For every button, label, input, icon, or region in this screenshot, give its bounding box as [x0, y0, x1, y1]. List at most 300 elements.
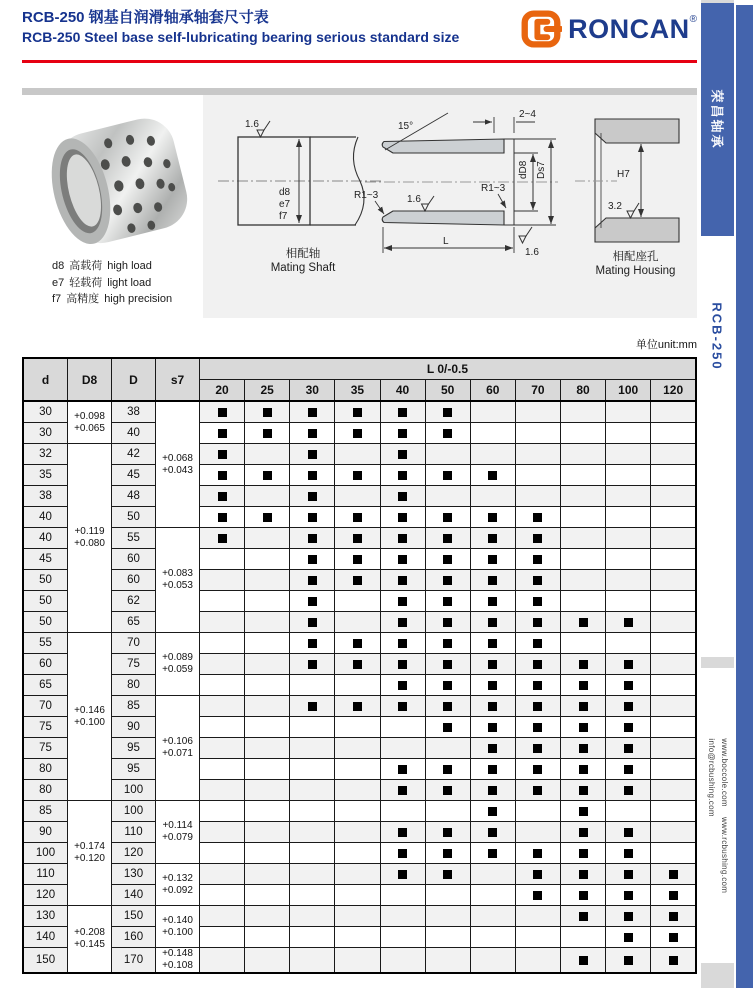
website-line2: info@rcbushing.com — [707, 738, 717, 817]
availability-square — [218, 471, 227, 480]
d-cell: 60 — [23, 654, 68, 675]
d-cell: 130 — [23, 906, 68, 927]
table-row — [23, 822, 696, 843]
page-titles — [22, 8, 459, 47]
length-cell-35 — [335, 759, 380, 780]
l-size-header-120: 120 — [651, 380, 696, 402]
section-top-bar — [22, 88, 697, 95]
l-size-header-30: 30 — [290, 380, 335, 402]
table-row — [23, 906, 696, 927]
availability-square — [263, 408, 272, 417]
length-cell-70 — [515, 528, 560, 549]
legend-line-e7: e7 轻载荷 light load — [52, 276, 152, 289]
d-cell: 50 — [23, 612, 68, 633]
length-cell-100 — [606, 570, 651, 591]
length-cell-60 — [470, 927, 515, 948]
availability-square — [308, 660, 317, 669]
availability-square — [624, 956, 633, 965]
length-cell-120 — [651, 570, 696, 591]
D-cell: 70 — [112, 633, 156, 654]
length-cell-100 — [606, 612, 651, 633]
length-cell-60 — [470, 780, 515, 801]
availability-square — [624, 849, 633, 858]
length-cell-30 — [290, 885, 335, 906]
availability-square — [443, 828, 452, 837]
sidebar-tab-websites — [701, 668, 734, 963]
length-cell-40 — [380, 927, 425, 948]
length-cell-20 — [200, 948, 245, 974]
bearing-photo — [34, 105, 194, 255]
length-cell-120 — [651, 423, 696, 444]
d-cell: 55 — [23, 633, 68, 654]
length-cell-80 — [561, 612, 606, 633]
length-cell-35 — [335, 465, 380, 486]
availability-square — [488, 828, 497, 837]
length-cell-20 — [200, 444, 245, 465]
length-cell-25 — [245, 885, 290, 906]
length-cell-80 — [561, 549, 606, 570]
length-cell-40 — [380, 822, 425, 843]
length-cell-35 — [335, 906, 380, 927]
D-cell: 48 — [112, 486, 156, 507]
table-row — [23, 423, 696, 444]
availability-square — [308, 513, 317, 522]
length-cell-35 — [335, 927, 380, 948]
length-cell-25 — [245, 507, 290, 528]
l-span-header: L 0/-0.5 — [200, 358, 697, 380]
length-cell-70 — [515, 717, 560, 738]
length-cell-30 — [290, 507, 335, 528]
length-cell-35 — [335, 864, 380, 885]
length-cell-70 — [515, 570, 560, 591]
length-cell-60 — [470, 591, 515, 612]
tolerance-line: +0.114 — [162, 820, 193, 831]
availability-square — [579, 702, 588, 711]
length-cell-60 — [470, 423, 515, 444]
length-cell-25 — [245, 465, 290, 486]
length-cell-70 — [515, 759, 560, 780]
length-cell-40 — [380, 486, 425, 507]
availability-square — [533, 744, 542, 753]
d-cell: 50 — [23, 591, 68, 612]
length-cell-40 — [380, 591, 425, 612]
s7-tolerance-cell — [156, 906, 200, 948]
availability-square — [624, 912, 633, 921]
availability-square — [218, 492, 227, 501]
availability-square — [579, 912, 588, 921]
availability-square — [488, 702, 497, 711]
length-cell-120 — [651, 822, 696, 843]
length-cell-100 — [606, 948, 651, 974]
red-divider — [22, 60, 697, 63]
length-cell-40 — [380, 570, 425, 591]
length-cell-50 — [425, 738, 470, 759]
length-cell-120 — [651, 528, 696, 549]
availability-square — [443, 618, 452, 627]
D-cell: 95 — [112, 738, 156, 759]
length-cell-25 — [245, 486, 290, 507]
length-cell-25 — [245, 948, 290, 974]
length-cell-20 — [200, 822, 245, 843]
l-size-header-35: 35 — [335, 380, 380, 402]
length-cell-50 — [425, 843, 470, 864]
length-cell-30 — [290, 843, 335, 864]
length-cell-100 — [606, 591, 651, 612]
length-cell-70 — [515, 885, 560, 906]
length-cell-20 — [200, 738, 245, 759]
length-cell-40 — [380, 906, 425, 927]
length-cell-30 — [290, 549, 335, 570]
length-cell-20 — [200, 654, 245, 675]
length-cell-60 — [470, 885, 515, 906]
length-cell-35 — [335, 528, 380, 549]
tolerance-line: +0.092 — [162, 884, 193, 896]
length-cell-25 — [245, 654, 290, 675]
length-cell-60 — [470, 528, 515, 549]
fit-legend — [52, 258, 177, 308]
length-cell-20 — [200, 612, 245, 633]
availability-square — [308, 576, 317, 585]
length-cell-30 — [290, 822, 335, 843]
length-cell-120 — [651, 549, 696, 570]
D-cell: 50 — [112, 507, 156, 528]
D-cell: 80 — [112, 675, 156, 696]
length-cell-35 — [335, 738, 380, 759]
length-cell-40 — [380, 780, 425, 801]
length-cell-60 — [470, 612, 515, 633]
d-cell: 85 — [23, 801, 68, 822]
availability-square — [218, 408, 227, 417]
length-cell-80 — [561, 717, 606, 738]
length-cell-70 — [515, 444, 560, 465]
tolerance-line: +0.145 — [74, 939, 105, 950]
table-body — [23, 401, 696, 973]
length-cell-40 — [380, 633, 425, 654]
housing-surface-mark: 3.2 — [608, 201, 622, 212]
length-cell-100 — [606, 843, 651, 864]
length-cell-30 — [290, 696, 335, 717]
col-header-s7: s7 — [156, 358, 200, 401]
availability-square — [533, 702, 542, 711]
table-row — [23, 801, 696, 822]
d-cell: 100 — [23, 843, 68, 864]
tolerance-line: +0.083 — [162, 568, 193, 579]
length-cell-50 — [425, 528, 470, 549]
availability-square — [443, 471, 452, 480]
availability-square — [488, 681, 497, 690]
length-cell-120 — [651, 633, 696, 654]
length-cell-25 — [245, 591, 290, 612]
availability-square — [443, 408, 452, 417]
length-cell-20 — [200, 528, 245, 549]
length-cell-80 — [561, 401, 606, 423]
availability-square — [488, 534, 497, 543]
d-cell: 75 — [23, 738, 68, 759]
table-row — [23, 885, 696, 906]
l-size-header-70: 70 — [515, 380, 560, 402]
D-cell: 100 — [112, 801, 156, 822]
length-cell-35 — [335, 885, 380, 906]
length-cell-120 — [651, 507, 696, 528]
section-radius-left: R1~3 — [354, 190, 379, 201]
availability-square — [443, 723, 452, 732]
availability-square — [488, 555, 497, 564]
availability-square — [443, 849, 452, 858]
length-cell-60 — [470, 549, 515, 570]
length-cell-50 — [425, 906, 470, 927]
availability-square — [443, 681, 452, 690]
length-cell-120 — [651, 717, 696, 738]
D-cell: 60 — [112, 570, 156, 591]
availability-square — [579, 828, 588, 837]
s7-tolerance-cell — [156, 801, 200, 864]
size-table — [22, 357, 697, 974]
length-cell-70 — [515, 591, 560, 612]
length-cell-50 — [425, 801, 470, 822]
length-cell-50 — [425, 675, 470, 696]
length-cell-70 — [515, 465, 560, 486]
availability-square — [353, 576, 362, 585]
length-cell-60 — [470, 717, 515, 738]
d8-tolerance-cell — [68, 401, 112, 444]
s7-tolerance-cell — [156, 633, 200, 696]
length-cell-30 — [290, 591, 335, 612]
availability-square — [308, 429, 317, 438]
length-cell-40 — [380, 759, 425, 780]
availability-square — [624, 933, 633, 942]
length-cell-35 — [335, 717, 380, 738]
length-cell-40 — [380, 801, 425, 822]
length-cell-100 — [606, 507, 651, 528]
length-cell-60 — [470, 465, 515, 486]
availability-square — [308, 555, 317, 564]
availability-square — [533, 765, 542, 774]
length-cell-35 — [335, 423, 380, 444]
l-size-header-50: 50 — [425, 380, 470, 402]
sidebar-strip — [701, 0, 734, 988]
drawing-panel — [203, 95, 697, 318]
availability-square — [353, 513, 362, 522]
shaft-fit-e7: e7 — [279, 199, 291, 210]
availability-square — [488, 660, 497, 669]
tolerance-line: +0.043 — [162, 464, 193, 476]
availability-square — [443, 429, 452, 438]
length-cell-100 — [606, 423, 651, 444]
sidebar-gap — [701, 236, 734, 246]
length-cell-30 — [290, 486, 335, 507]
availability-square — [488, 849, 497, 858]
col-header-D8: D8 — [68, 358, 112, 401]
length-cell-70 — [515, 675, 560, 696]
availability-square — [353, 555, 362, 564]
availability-square — [218, 429, 227, 438]
length-cell-50 — [425, 507, 470, 528]
table-row — [23, 444, 696, 465]
table-row — [23, 927, 696, 948]
length-cell-20 — [200, 906, 245, 927]
length-cell-70 — [515, 906, 560, 927]
length-cell-30 — [290, 654, 335, 675]
legend-line-f7: f7 高精度 high precision — [52, 293, 173, 305]
length-cell-100 — [606, 822, 651, 843]
table-row — [23, 780, 696, 801]
section-surface-top: 1.6 — [407, 194, 421, 205]
sidebar-tab-series-label: RCB-250 — [710, 301, 725, 371]
availability-square — [533, 576, 542, 585]
length-cell-80 — [561, 885, 606, 906]
availability-square — [533, 639, 542, 648]
length-cell-100 — [606, 465, 651, 486]
availability-square — [263, 429, 272, 438]
availability-square — [308, 597, 317, 606]
length-cell-50 — [425, 654, 470, 675]
length-cell-60 — [470, 822, 515, 843]
availability-square — [579, 807, 588, 816]
shaft-caption — [238, 247, 368, 276]
length-cell-20 — [200, 591, 245, 612]
D-cell: 150 — [112, 906, 156, 927]
length-cell-25 — [245, 780, 290, 801]
availability-square — [398, 618, 407, 627]
length-cell-100 — [606, 906, 651, 927]
length-cell-20 — [200, 696, 245, 717]
availability-square — [488, 639, 497, 648]
availability-square — [398, 702, 407, 711]
availability-square — [398, 660, 407, 669]
length-cell-30 — [290, 948, 335, 974]
length-cell-80 — [561, 633, 606, 654]
length-cell-120 — [651, 759, 696, 780]
length-cell-70 — [515, 948, 560, 974]
length-cell-120 — [651, 738, 696, 759]
tolerance-line: +0.208 — [74, 927, 105, 938]
availability-square — [443, 702, 452, 711]
size-table-wrap — [22, 357, 697, 974]
col-header-d: d — [23, 358, 68, 401]
availability-square — [669, 933, 678, 942]
length-cell-40 — [380, 843, 425, 864]
length-cell-50 — [425, 717, 470, 738]
roncan-logo-text: RONCAN — [568, 13, 690, 44]
section-radius-right: R1~3 — [481, 183, 506, 194]
length-cell-120 — [651, 864, 696, 885]
availability-square — [579, 660, 588, 669]
length-cell-60 — [470, 401, 515, 423]
length-cell-25 — [245, 801, 290, 822]
length-cell-100 — [606, 885, 651, 906]
availability-square — [218, 450, 227, 459]
D-cell: 85 — [112, 696, 156, 717]
availability-square — [488, 786, 497, 795]
length-cell-25 — [245, 549, 290, 570]
housing-caption — [578, 250, 693, 279]
registered-mark: ® — [689, 13, 697, 25]
section-length-label: L — [443, 236, 449, 247]
availability-square — [443, 786, 452, 795]
length-cell-50 — [425, 927, 470, 948]
availability-square — [398, 639, 407, 648]
availability-square — [533, 534, 542, 543]
availability-square — [624, 681, 633, 690]
table-row — [23, 717, 696, 738]
availability-square — [533, 891, 542, 900]
availability-square — [398, 765, 407, 774]
availability-square — [533, 660, 542, 669]
availability-square — [579, 723, 588, 732]
d-cell: 30 — [23, 423, 68, 444]
availability-square — [218, 534, 227, 543]
length-cell-30 — [290, 738, 335, 759]
length-cell-80 — [561, 570, 606, 591]
tolerance-line: +0.068 — [162, 452, 193, 464]
availability-square — [353, 408, 362, 417]
length-cell-70 — [515, 401, 560, 423]
length-cell-70 — [515, 654, 560, 675]
length-cell-40 — [380, 696, 425, 717]
availability-square — [533, 849, 542, 858]
length-cell-25 — [245, 633, 290, 654]
website-line1: www.boccole.com www.rcbushing.com — [720, 738, 730, 893]
length-cell-50 — [425, 885, 470, 906]
availability-square — [488, 576, 497, 585]
col-header-D: D — [112, 358, 156, 401]
table-head — [23, 358, 696, 401]
tolerance-line: +0.146 — [74, 704, 105, 716]
tolerance-line: +0.089 — [162, 652, 193, 663]
s7-tolerance-cell — [156, 696, 200, 801]
availability-square — [353, 660, 362, 669]
length-cell-30 — [290, 759, 335, 780]
length-cell-30 — [290, 675, 335, 696]
length-cell-120 — [651, 885, 696, 906]
length-cell-120 — [651, 927, 696, 948]
diagram-section — [22, 95, 697, 318]
table-row — [23, 864, 696, 885]
d-cell: 40 — [23, 528, 68, 549]
availability-square — [624, 828, 633, 837]
length-cell-60 — [470, 696, 515, 717]
sidebar-tab-category — [701, 3, 734, 236]
length-cell-35 — [335, 591, 380, 612]
length-cell-50 — [425, 465, 470, 486]
bushing-section-drawing — [353, 103, 578, 273]
length-cell-25 — [245, 528, 290, 549]
section-outer-label: Ds7 — [536, 161, 547, 179]
length-cell-40 — [380, 465, 425, 486]
D-cell: 45 — [112, 465, 156, 486]
length-cell-70 — [515, 864, 560, 885]
availability-square — [353, 471, 362, 480]
length-cell-70 — [515, 549, 560, 570]
availability-square — [398, 870, 407, 879]
length-cell-20 — [200, 717, 245, 738]
tolerance-line: +0.100 — [74, 716, 105, 728]
table-row — [23, 612, 696, 633]
length-cell-25 — [245, 401, 290, 423]
l-size-header-60: 60 — [470, 380, 515, 402]
availability-square — [308, 702, 317, 711]
length-cell-60 — [470, 843, 515, 864]
availability-square — [488, 765, 497, 774]
d-cell: 45 — [23, 549, 68, 570]
table-row — [23, 486, 696, 507]
D-cell: 65 — [112, 612, 156, 633]
availability-square — [624, 891, 633, 900]
length-cell-80 — [561, 759, 606, 780]
D-cell: 38 — [112, 401, 156, 423]
length-cell-20 — [200, 843, 245, 864]
length-cell-80 — [561, 591, 606, 612]
